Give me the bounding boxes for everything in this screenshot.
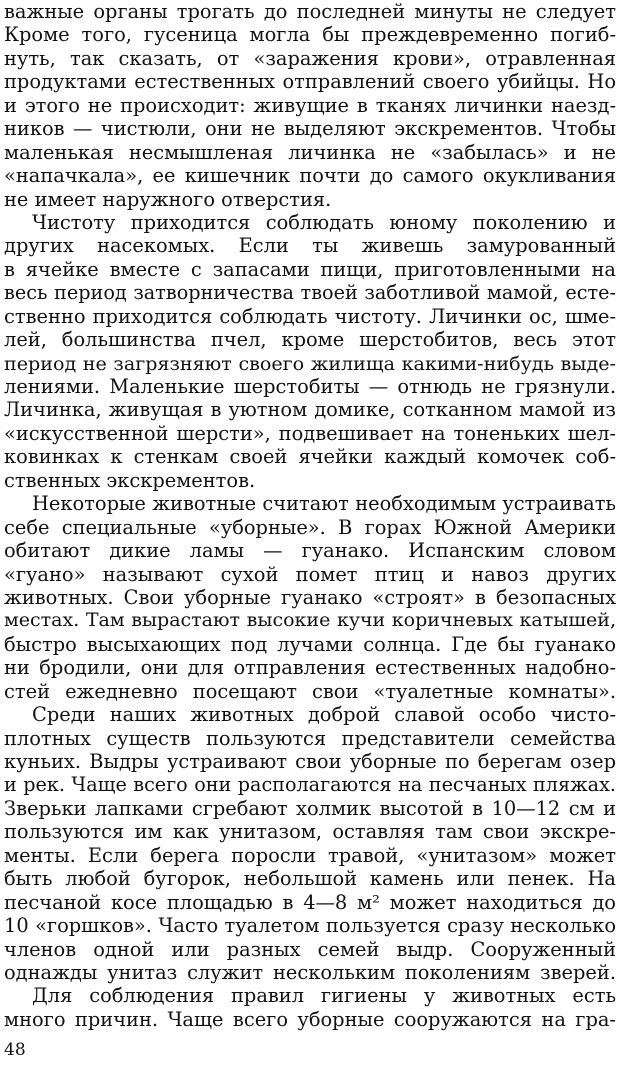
text-line: «искусственной шерсти», подвешивает на тоненьких шел- xyxy=(4,421,616,445)
text-line: членов одной или разных семей выдр. Сооруженный xyxy=(4,937,616,961)
text-line: и этого не происходит: живущие в тканях личинки наезд- xyxy=(4,93,616,117)
text-line: 10 «горшков». Часто туалетом пользуется сразу несколько xyxy=(4,914,616,938)
text-line: ственных экскрементов. xyxy=(4,468,256,492)
text-line: пользуются им как унитазом, оставляя там свои экскре- xyxy=(4,820,616,844)
text-line: быть любой бугорок, небольшой камень или пенек. На xyxy=(4,867,616,891)
text-line: быстро высыхающих под лучами солнца. Где бы гуанако xyxy=(4,632,616,656)
text-line: местах. Там вырастают высокие кучи коричневых катышей, xyxy=(4,609,616,632)
text-line: и рек. Чаще всего они располагаются на песчаных пляжах. xyxy=(4,773,616,797)
text-line: Зверьки лапками сгребают холмик высотой в 10—12 см и xyxy=(4,796,616,820)
text-line: животных. Свои уборные гуанако «строят» в безопасных xyxy=(4,585,616,609)
text-line: менты. Если берега поросли травой, «унитазом» может xyxy=(4,843,616,867)
text-line: Чистоту приходится соблюдать юному поколению и xyxy=(32,210,616,234)
text-line: не имеет наружного отверстия. xyxy=(4,187,332,211)
text-line: плотных существ пользуются представители семейства xyxy=(4,726,616,750)
text-line: «напачкала», ее кишечник почти до самого окукливания xyxy=(4,164,616,188)
text-line: «гуано» называют сухой помет птиц и навоз других xyxy=(4,562,616,586)
text-line: однажды унитаз служит нескольким поколениям зверей. xyxy=(4,960,616,984)
text-line: других насекомых. Если ты живешь замурованный xyxy=(4,234,616,258)
text-line: ников — чистюли, они не выделяют экскрементов. Чтобы xyxy=(4,117,616,141)
text-line: лей, большинства пчел, кроме шерстобитов, весь этот xyxy=(4,328,616,352)
text-line: нуть, так сказать, от «заражения крови», отравленная xyxy=(4,46,616,70)
text-line: период не загрязняют своего жилища какими-нибудь выде- xyxy=(4,351,616,375)
text-line: себе специальные «уборные». В горах Южной Америки xyxy=(4,515,616,539)
text-line: в ячейке вместе с запасами пищи, приготовленными на xyxy=(4,257,616,281)
text-line: обитают дикие ламы — гуанако. Испанским словом xyxy=(4,539,616,563)
text-line: маленькая несмышленая личинка не «забылась» и не xyxy=(4,140,616,164)
text-line: ковинках к стенкам своей ячейки каждый комочек соб- xyxy=(4,445,616,469)
text-line: лениями. Маленькие шерстобиты — отнюдь не грязнули. xyxy=(4,375,616,398)
page-number: 48 xyxy=(4,1040,26,1060)
text-line: Личинка, живущая в уютном домике, сотканном мамой из xyxy=(4,398,616,422)
text-line: важные органы трогать до последней минуты не следует xyxy=(4,0,616,23)
text-line: песчаной косе площадью в 4—8 м² может находиться до xyxy=(4,890,616,914)
text-line: стей ежедневно посещают свои «туалетные комнаты». xyxy=(4,679,616,703)
text-line: Для соблюдения правил гигиены у животных есть xyxy=(32,984,616,1008)
text-line: весь период затворничества твоей заботливой мамой, есте- xyxy=(4,281,616,305)
text-line: ни бродили, они для отправления естественных надобно- xyxy=(4,656,616,680)
text-line: ственно приходится соблюдать чистоту. Личинки ос, шме- xyxy=(4,304,616,328)
text-line: много причин. Чаще всего уборные сооружаются на гра- xyxy=(4,1007,616,1031)
text-line: продуктами естественных отправлений своего убийцы. Но xyxy=(4,70,616,94)
body-text xyxy=(4,0,616,1031)
text-line: куньих. Выдры устраивают свои уборные по берегам озер xyxy=(4,750,616,773)
text-line: Среди наших животных доброй славой особо чисто- xyxy=(32,703,616,727)
text-line: Некоторые животные считают необходимым устраивать xyxy=(32,492,616,516)
text-line: Кроме того, гусеница могла бы преждевременно погиб- xyxy=(4,23,616,47)
